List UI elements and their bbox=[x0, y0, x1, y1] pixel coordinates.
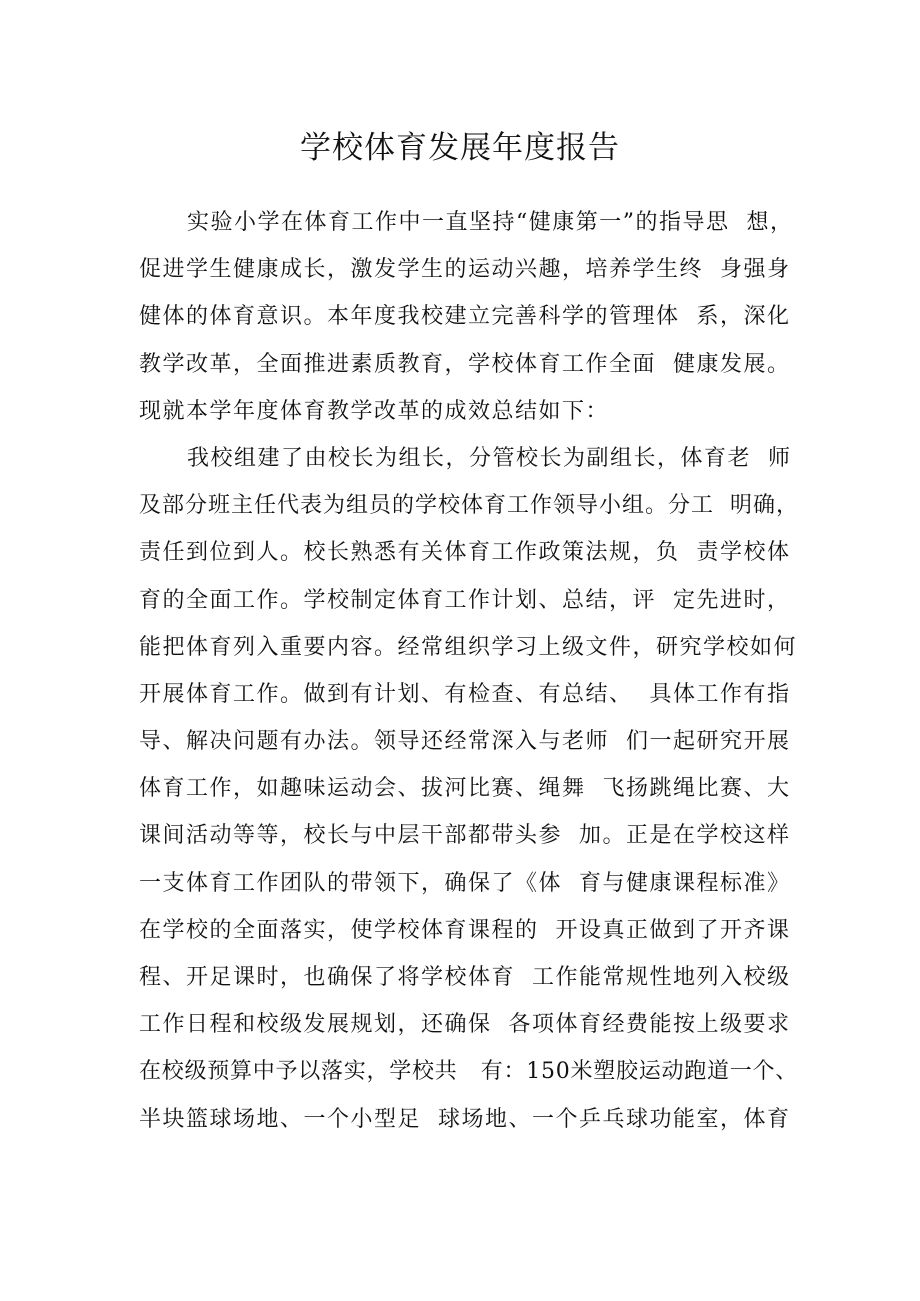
paragraph-2-line-5: 能把体育列入重要内容。经常组织学习上级文件，研究学校如何 bbox=[139, 634, 798, 660]
paragraph-2-line-14: 在校级预算中予以落实，学校共 有：150米塑胶运动跑道一个、 bbox=[139, 1059, 798, 1085]
paragraph-2-line-1: 我校组建了由校长为组长，分管校长为副组长，体育老 师 bbox=[187, 445, 792, 471]
paragraph-2-line-10: 一支体育工作团队的带领下，确保了《体 育与健康课程标准》 bbox=[139, 870, 791, 896]
paragraph-1-line-3: 健体的体育意识。本年度我校建立完善科学的管理体 系，深化 bbox=[139, 304, 791, 330]
paragraph-1-line-4: 教学改革，全面推进素质教育，学校体育工作全面 健康发展。 bbox=[139, 351, 791, 377]
paragraph-2-line-9: 课间活动等等，校长与中层干部都带头参 加。正是在学校这样 bbox=[139, 823, 791, 849]
paragraph-2-line-15: 半块篮球场地、一个小型足 球场地、一个乒乓球功能室，体育 bbox=[139, 1106, 791, 1132]
document-title: 学校体育发展年度报告 bbox=[300, 130, 620, 166]
paragraph-2-line-7: 导、解决问题有办法。领导还经常深入与老师 们一起研究开展 bbox=[139, 729, 791, 755]
paragraph-2-line-11: 在学校的全面落实，使学校体育课程的 开设真正做到了开齐课 bbox=[139, 917, 791, 943]
paragraph-1-line-5: 现就本学年度体育教学改革的成效总结如下： bbox=[139, 398, 610, 424]
paragraph-2-line-13: 工作日程和校级发展规划，还确保 各项体育经费能按上级要求 bbox=[139, 1012, 791, 1038]
paragraph-2-line-4: 育的全面工作。学校制定体育工作计划、总结，评 定先进时， bbox=[139, 587, 791, 613]
paragraph-2-line-2: 及部分班主任代表为组员的学校体育工作领导小组。分工 明确， bbox=[139, 493, 799, 519]
paragraph-1-line-1: 实验小学在体育工作中一直坚持“健康第一”的指导思 想， bbox=[187, 210, 794, 235]
paragraph-2-line-3: 责任到位到人。校长熟悉有关体育工作政策法规，负 责学校体 bbox=[139, 540, 791, 566]
paragraph-2-line-8: 体育工作，如趣味运动会、拔河比赛、绳舞 飞扬跳绳比赛、大 bbox=[139, 776, 791, 802]
paragraph-2-line-12: 程、开足课时，也确保了将学校体育 工作能常规性地列入校级 bbox=[139, 965, 791, 990]
paragraph-2-line-6: 开展体育工作。做到有计划、有检查、有总结、 具体工作有指 bbox=[139, 681, 791, 707]
document-body bbox=[139, 199, 799, 1143]
paragraph-1-line-2: 促进学生健康成长，激发学生的运动兴趣，培养学生终 身强身 bbox=[139, 257, 791, 283]
